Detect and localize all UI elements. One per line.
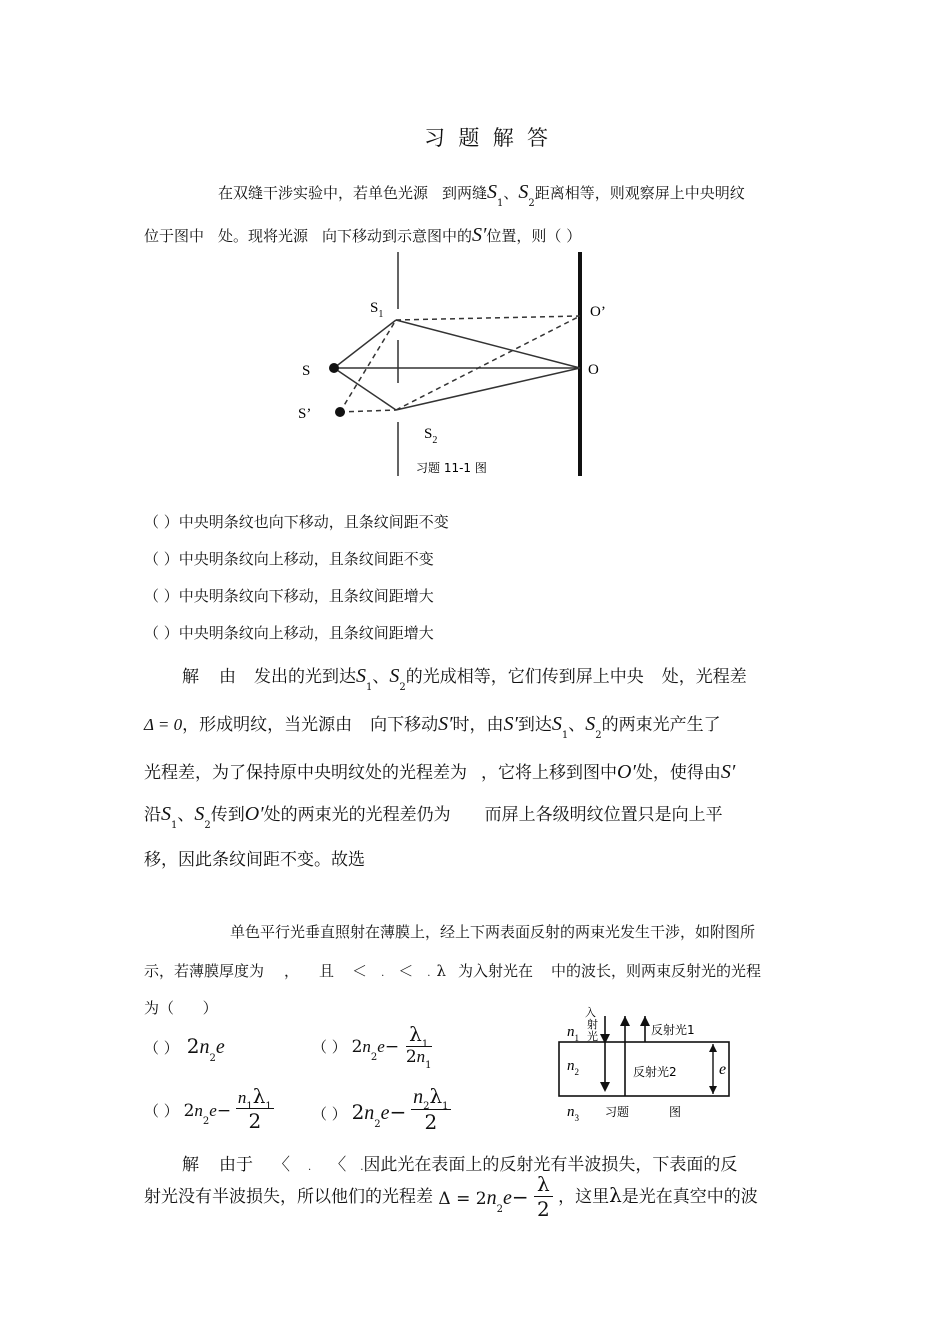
option2-c: （ ） $2n_2e-$ $n_1\lambda_1$ 2 bbox=[144, 1084, 272, 1133]
label-o: O bbox=[588, 362, 599, 378]
option1-a: （ ）中央明条纹也向下移动，且条纹间距不变 bbox=[144, 513, 449, 531]
sol2-fraction: $\frac{\lambda}{2}$ bbox=[534, 1172, 553, 1221]
option2-a: （ ） $2n_2e$ bbox=[144, 1034, 225, 1064]
sol2-line2: 射光没有半波损失，所以他们的光程差 $\Delta = 2n_2e-$ $\frac{\lambda}{2}$ ，这里λ是光在真空中的波 bbox=[144, 1172, 758, 1221]
label-reflected-1: 反射光1 bbox=[651, 1023, 695, 1037]
option1-c: （ ）中央明条纹向下移动，且条纹间距增大 bbox=[144, 587, 434, 605]
p2-line2: 示，若薄膜厚度为 ， 且 ＜ . ＜ . λ 为入射光在 中的波长，则两束反射光的光程 bbox=[144, 962, 761, 980]
label-s1: $S_1$ bbox=[370, 300, 384, 320]
figure-caption: 习题 11-1 图 bbox=[416, 461, 487, 475]
label-s: S bbox=[302, 363, 311, 379]
label-o-prime: O’ bbox=[590, 304, 606, 320]
label-n3: $n_3$ bbox=[567, 1104, 579, 1123]
option2-d-fraction: $n_2\lambda_1$ 2 bbox=[413, 1084, 449, 1134]
sol1-line5: 移，因此条纹间距不变。故选 bbox=[144, 850, 365, 870]
label-n2: $n_2$ bbox=[567, 1058, 579, 1077]
p1-line1: 在双缝干涉实验中，若单色光源 到两缝$S_1$、$S_2$距离相等，则观察屏上中央明纹 bbox=[218, 181, 745, 209]
option2-d: （ ） $2n_2e-$ $n_2\lambda_1$ 2 bbox=[312, 1084, 449, 1134]
source-s-prime bbox=[335, 407, 345, 417]
double-slit-figure bbox=[290, 250, 606, 480]
option2-c-fraction: $n_1\lambda_1$ 2 bbox=[237, 1084, 272, 1133]
label-e: e bbox=[719, 1061, 727, 1078]
label-s2: $S_2$ bbox=[424, 426, 438, 446]
sol1-line4: 沿$S_1$、$S_2$传到O′处的两束光的光程差仍为 而屏上各级明纹位置只是向上平 bbox=[144, 803, 723, 831]
sol1-line1: 解 由 发出的光到达$S_1$、$S_2$的光成相等，它们传到屏上中央 处，光程差 bbox=[182, 665, 747, 693]
figure2-caption: 习题 图 bbox=[605, 1105, 682, 1119]
option2-b: （ ） $2n_2e-$ $\frac{\lambda_1}{2n_1}$ bbox=[312, 1022, 432, 1071]
option1-d: （ ）中央明条纹向上移动，且条纹间距增大 bbox=[144, 624, 434, 642]
label-incident: 入射光 bbox=[585, 1006, 598, 1043]
sol1-line2: Δ = 0，形成明纹，当光源由 向下移动S′时，由S′到达$S_1$、$S_2$的两束光产生了 bbox=[144, 713, 721, 741]
source-s bbox=[329, 363, 339, 373]
page-title: 习 题 解 答 bbox=[424, 126, 549, 150]
option1-b: （ ）中央明条纹向上移动，且条纹间距不变 bbox=[144, 550, 434, 568]
p2-line1: 单色平行光垂直照射在薄膜上，经上下两表面反射的两束光发生干涉，如附图所 bbox=[230, 923, 756, 941]
label-n1: $n_1$ bbox=[567, 1024, 579, 1043]
p1-line2: 位于图中 处。现将光源 向下移动到示意图中的S′位置，则（ ） bbox=[144, 224, 582, 246]
sol2-line1: 解 由于 〈 . 〈 .因此光在表面上的反射光有半波损失，下表面的反 bbox=[182, 1155, 738, 1175]
p2-line3: 为（ ） bbox=[144, 999, 218, 1017]
option2-b-fraction: $\frac{\lambda_1}{2n_1}$ bbox=[405, 1022, 432, 1071]
sol1-line3: 光程差，为了保持原中央明纹处的光程差为 ，它将上移到图中O′处，使得由S′ bbox=[144, 761, 736, 783]
thin-film-figure bbox=[555, 1006, 735, 1124]
label-s-prime: S’ bbox=[298, 406, 312, 422]
label-reflected-2: 反射光2 bbox=[633, 1065, 677, 1079]
